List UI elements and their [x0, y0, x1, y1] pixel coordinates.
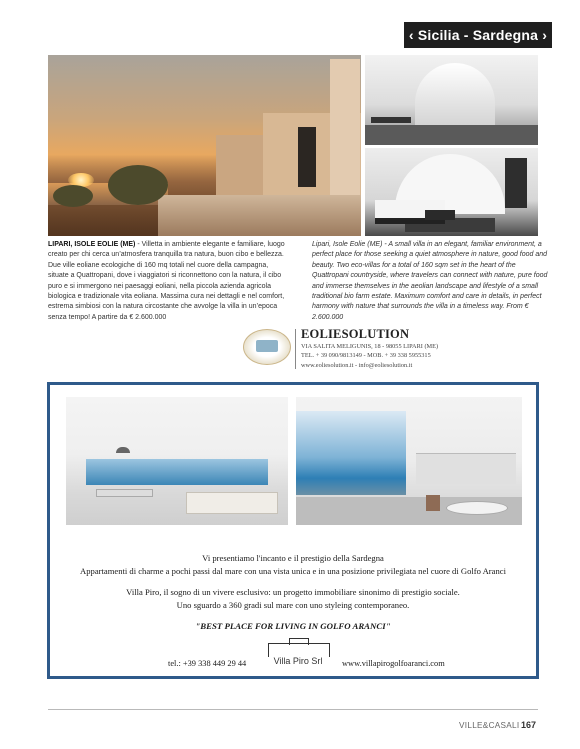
section-tag: ‹ Sicilia - Sardegna › — [404, 22, 552, 48]
agency-phones: TEL. + 39 090/9813149 - MOB. + 39 338 5955315 — [301, 352, 431, 359]
villa-interior-corridor-photo — [365, 55, 538, 145]
listing-location: LIPARI, ISOLE EOLIE (ME) — [48, 241, 136, 248]
apartment-living-room-photo — [66, 397, 288, 525]
villa-piro-advert — [47, 382, 539, 679]
listing-description-italian — [48, 240, 288, 323]
villa-sunset-photo — [48, 55, 361, 236]
agency-name: EOLIESOLUTION — [301, 327, 410, 341]
advert-website-link[interactable]: www.villapirogolfoaranci.com — [342, 659, 445, 668]
agency-web[interactable]: www.eoliesolution.it - info@eoliesolution.it — [301, 362, 413, 369]
advert-project: Villa Piro, il sogno di un vivere esclusivo: un progetto immobiliare sinonimo di prestigio sociale. — [126, 587, 460, 597]
building-icon — [268, 643, 330, 657]
apartment-kitchen-photo — [296, 397, 522, 525]
listing-body-italian: - Villetta in ambiente elegante e familiare, luogo creato per chi cerca un’atmosfera tranquilla tra natura, buon cibo e bellezza. Due ville eoliane ecologiche di 160 mq totali nel cuore della campagna, situate a Quattropani, dove i viaggiatori si riconnettono con la natura, il cibo puro e si immergono nei paesaggi eoliani, nella piccola azienda agricola biologica e tradizionale vita eoliana. Massima cura nei dettagli e nel comfort, estrema simbiosi con la natura circostante che avvolge la villa in un’epoca senza tempo! A partire da € 2.600.000 — [48, 241, 285, 321]
divider — [295, 329, 296, 369]
advert-view: Uno sguardo a 360 gradi sul mare con uno styleing contemporaneo. — [176, 600, 410, 610]
magazine-name: VILLE&CASALI — [459, 721, 520, 730]
advert-phone[interactable]: tel.: +39 338 449 29 44 — [168, 659, 247, 668]
villa-piro-brand: Villa Piro Srl — [273, 656, 323, 666]
advert-slogan: "BEST PLACE FOR LIVING IN GOLFO ARANCI" — [195, 621, 391, 631]
agency-logo-icon — [243, 329, 291, 365]
listing-description-english: Lipari, Isole Eolie (ME) - A small villa in an elegant, familiar environment, a perfect place for those seeking a quiet atmosphere in nature, good food and beauty. Two eco-villas for a total of 160 sqm set in the heart of the Quattropani countryside, where travelers can connect with nature, pure food and immerse themselves in the aeolian landscape and lifestyle of a small traditional bio farm estate. Maximum comfort and care in details, in perfect harmony with nature that surrounds the villa in a timeless way. From € 2.600.000 — [312, 241, 548, 321]
page-number: 167 — [521, 720, 537, 730]
footer-divider — [48, 709, 538, 710]
advert-description: Appartamenti di charme a pochi passi dal mare con una vista unica e in una posizione privilegiata nel cuore di Golfo Aranci — [80, 566, 506, 576]
agency-contact — [243, 327, 543, 371]
agency-address: VIA SALITA MELIGUNIS, 18 - 98055 LIPARI (ME) — [301, 343, 439, 350]
advert-intro: Vi presentiamo l'incanto e il prestigio della Sardegna — [202, 553, 384, 563]
villa-interior-lounge-photo — [365, 148, 538, 236]
villa-piro-logo — [262, 643, 334, 665]
